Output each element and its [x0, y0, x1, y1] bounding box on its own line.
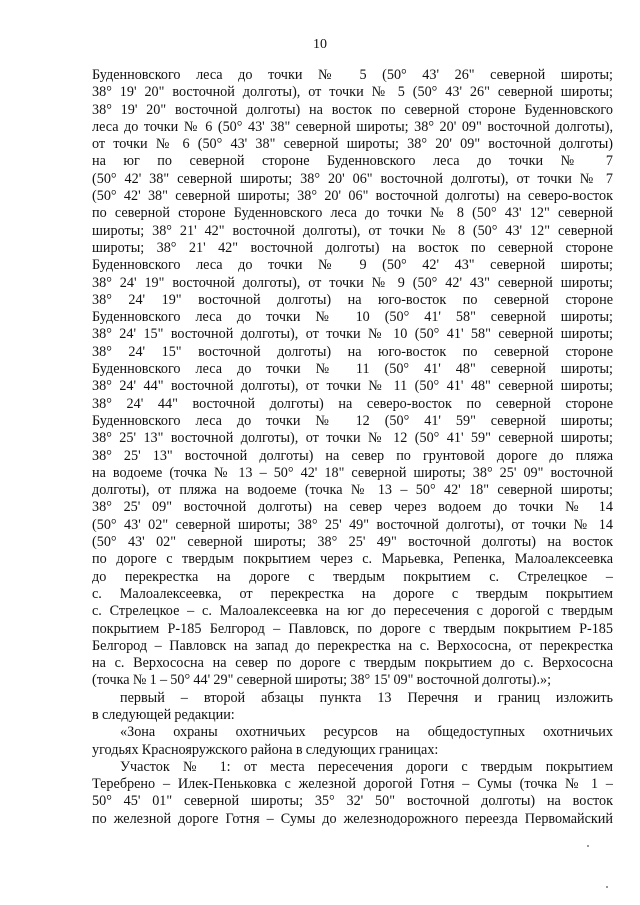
text-line: Буденновского леса до точки № 10 (50° 41' 58" северной широты; [92, 309, 613, 326]
text-line: 38° 25' 09" восточной долготы) на север через водоем до точки № 14 [92, 499, 613, 516]
text-line: широты; 38° 21' 42" восточной долготы) на восток по северной стороне [92, 239, 613, 256]
text-line: (50° 42' 38" северной широты; 38° 20' 06" восточной долготы), от точки № 7 [92, 170, 613, 187]
text-line: (50° 43' 02" северной широты; 38° 25' 49" восточной долготы), от точки № 14 [92, 516, 613, 533]
text-line: Буденновского леса до точки № 11 (50° 41' 48" северной широты; [92, 361, 613, 378]
text-line: по железной дороге Готня – Сумы до железнодорожного переезда Первомайский [92, 810, 613, 827]
text-line: 38° 24' 19" восточной долготы) на юго-восток по северной стороне [92, 291, 613, 308]
text-line: 38° 19' 20" восточной долготы), от точки № 5 (50° 43' 26" северной широты; [92, 84, 613, 101]
text-line: 38° 24' 15" восточной долготы), от точки № 10 (50° 41' 58" северной широты; [92, 326, 613, 343]
scan-speck [606, 886, 608, 888]
text-line: (точка № 1 – 50° 44' 29" северной широты; 38° 15' 09" восточной долготы).»; [92, 672, 552, 689]
text-line: Буденновского леса до точки № 5 (50° 43' 26" северной широты; [92, 67, 613, 83]
text-line: 50° 45' 01" северной широты; 35° 32' 50" восточной долготы) на восток [92, 793, 613, 810]
text-line: с. Малоалексеевка, от перекрестка на дороге с твердым покрытием [92, 585, 613, 602]
text-line: угодьях Краснояружского района в следующих границах: [92, 741, 439, 758]
text-line: 38° 24' 44" восточной долготы) на северо-восток по северной стороне [92, 395, 613, 412]
text-line: (50° 42' 38" северной широты; 38° 20' 06" восточной долготы) на северо-восток [92, 188, 613, 205]
text-line: Теребрено – Илек-Пеньковка с железной дорогой Готня – Сумы (точка № 1 – [92, 776, 613, 793]
text-line: 38° 24' 19" восточной долготы), от точки № 9 (50° 42' 43" северной широты; [92, 274, 613, 291]
page-number: 10 [313, 37, 327, 52]
text-line: 38° 24' 15" восточной долготы) на юго-восток по северной стороне [92, 343, 613, 360]
text-line: 38° 25' 13" восточной долготы) на север по грунтовой дороге до пляжа [92, 447, 613, 464]
text-line: Буденновского леса до точки № 12 (50° 41' 59" северной широты; [92, 412, 613, 429]
text-line: широты; 38° 21' 42" восточной долготы), от точки № 8 (50° 43' 12" северной [92, 222, 613, 239]
text-line: до перекрестка на дороге с твердым покрытием с. Стрелецкое – [92, 568, 613, 585]
text-line: долготы), от пляжа на водоеме (точка № 13 – 50° 42' 18" северной широты; [92, 482, 613, 499]
text-line: 38° 25' 13" восточной долготы), от точки № 12 (50° 41' 59" северной широты; [92, 430, 613, 447]
text-line: 38° 24' 44" восточной долготы), от точки № 11 (50° 41' 48" северной широты; [92, 378, 613, 395]
text-line: «Зона охраны охотничьих ресурсов на общедоступных охотничьих [120, 724, 613, 741]
text-line: Участок № 1: от места пересечения дороги с твердым покрытием [120, 758, 613, 775]
body-text [92, 67, 613, 828]
text-line: леса до точки № 6 (50° 43' 38" северной широты; 38° 20' 09" восточной долготы), [92, 118, 613, 135]
text-line: покрытием Р-185 Белгород – Павловск, по дороге с твердым покрытием Р-185 [92, 620, 613, 637]
text-line: с. Стрелецкое – с. Малоалексеевка на юг до пересечения с дорогой с твердым [92, 603, 613, 620]
scan-speck [587, 845, 589, 847]
text-line: в следующей редакции: [92, 706, 235, 723]
text-line: на юг по северной стороне Буденновского леса до точки № 7 [92, 153, 613, 170]
text-line: по дороге с твердым покрытием через с. Марьевка, Репенка, Малоалексеевка [92, 551, 613, 568]
text-line: от точки № 6 (50° 43' 38" северной широты; 38° 20' 09" восточной долготы) [92, 136, 613, 153]
text-line: Белгород – Павловск на запад до перекрестка на с. Верхососна, от перекрестка [92, 637, 613, 654]
text-line: (50° 43' 02" северной широты; 38° 25' 49" восточной долготы) на восток [92, 534, 613, 551]
text-line: Буденновского леса до точки № 9 (50° 42' 43" северной широты; [92, 257, 613, 274]
text-line: по северной стороне Буденновского леса до точки № 8 (50° 43' 12" северной [92, 205, 613, 222]
text-line: 38° 19' 20" восточной долготы) на восток по северной стороне Буденновского [92, 101, 613, 118]
text-line: на водоеме (точка № 13 – 50° 42' 18" северной широты; 38° 25' 09" восточной [92, 464, 613, 481]
text-line: первый – второй абзацы пункта 13 Перечня и границ изложить [120, 689, 613, 706]
text-line: на с. Верхососна на север по дороге с твердым покрытием до с. Верхососна [92, 655, 613, 672]
